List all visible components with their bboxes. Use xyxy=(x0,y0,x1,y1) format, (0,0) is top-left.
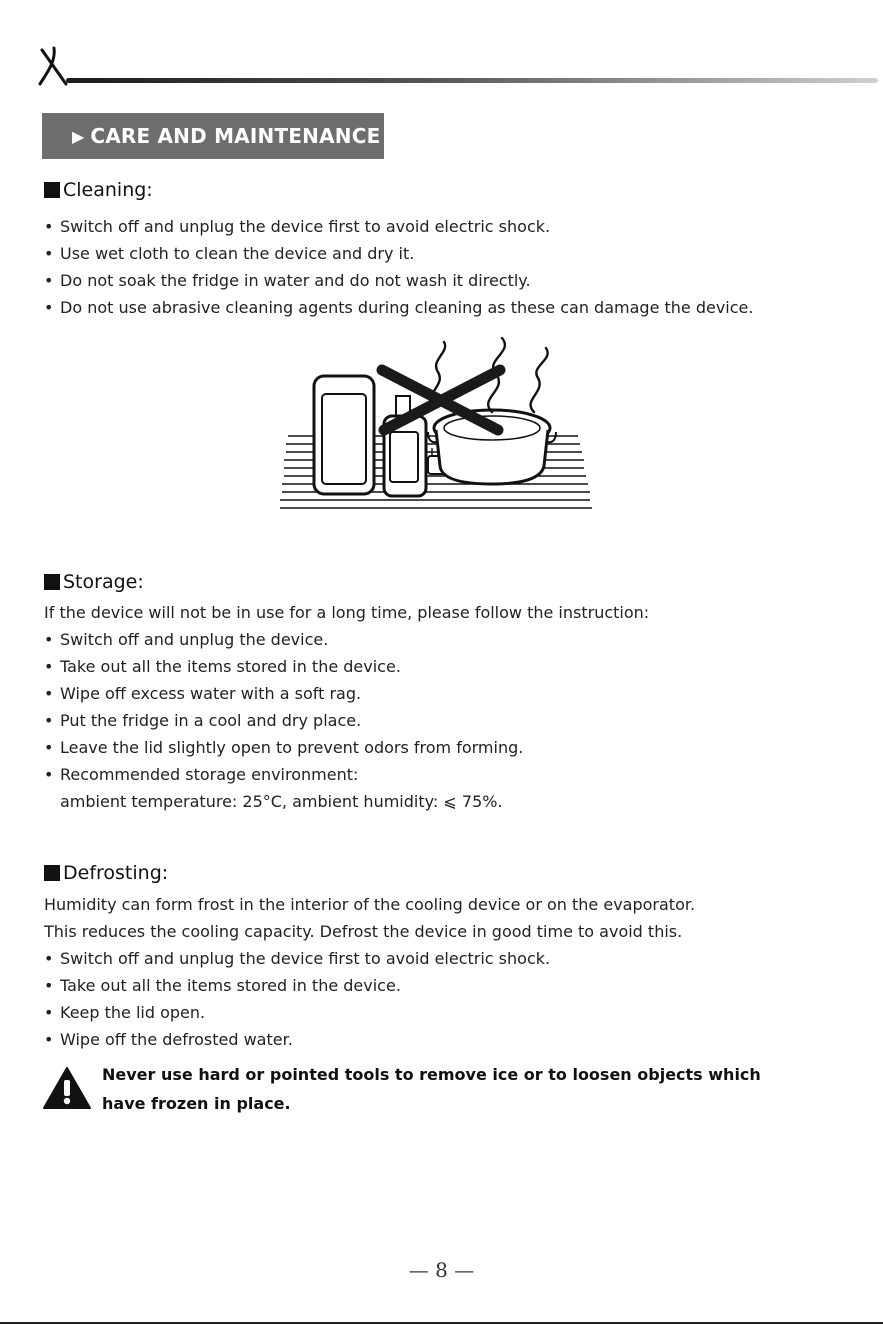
storage-heading xyxy=(44,571,144,593)
list-item: • Put the fridge in a cool and dry place. xyxy=(44,711,362,730)
list-item: • Wipe off the defrosted water. xyxy=(44,1030,293,1049)
list-item: • Switch off and unplug the device. xyxy=(44,630,329,649)
storage-title: Storage: xyxy=(63,571,144,593)
page-number: — 8 — xyxy=(408,1258,475,1282)
section-banner xyxy=(42,113,384,159)
list-item: • Keep the lid open. xyxy=(44,1003,206,1022)
cleaning-list xyxy=(44,213,753,321)
triangle-right-icon: ▶ xyxy=(72,126,85,146)
list-item: • Recommended storage environment: xyxy=(44,765,359,784)
square-bullet-icon xyxy=(44,182,60,198)
storage-environment: ambient temperature: 25°C, ambient humidity: ⩽ 75%. xyxy=(60,792,503,811)
square-bullet-icon xyxy=(44,574,60,590)
list-item: • Take out all the items stored in the device. xyxy=(44,657,401,676)
cleaning-title: Cleaning: xyxy=(63,179,153,201)
warning-triangle-icon xyxy=(42,1066,92,1110)
defrosting-title: Defrosting: xyxy=(63,862,169,884)
list-item: • Leave the lid slightly open to prevent odors from forming. xyxy=(44,738,524,757)
storage-list xyxy=(44,599,649,815)
defrosting-list xyxy=(44,891,695,1053)
square-bullet-icon xyxy=(44,865,60,881)
list-item: • Switch off and unplug the device first to avoid electric shock. xyxy=(44,217,551,236)
defrosting-heading xyxy=(44,862,168,884)
list-item: • Do not use abrasive cleaning agents during cleaning as these can damage the device. xyxy=(44,298,754,317)
warning-text: Never use hard or pointed tools to remove ice or to loosen objects which have frozen in place. xyxy=(102,1065,761,1113)
list-item: • Use wet cloth to clean the device and dry it. xyxy=(44,244,415,263)
defrosting-intro: This reduces the cooling capacity. Defrost the device in good time to avoid this. xyxy=(44,922,683,941)
header-rule xyxy=(66,78,878,83)
list-item: • Switch off and unplug the device first to avoid electric shock. xyxy=(44,949,551,968)
list-item: • Wipe off excess water with a soft rag. xyxy=(44,684,362,703)
list-item: • Take out all the items stored in the device. xyxy=(44,976,401,995)
cleaning-heading xyxy=(44,179,153,201)
section-title: CARE AND MAINTENANCE xyxy=(90,124,381,148)
defrosting-intro: Humidity can form frost in the interior of the cooling device or on the evaporator. xyxy=(44,895,696,914)
storage-intro: If the device will not be in use for a long time, please follow the instruction: xyxy=(44,603,650,622)
no-harsh-cleaning-illustration xyxy=(278,332,594,516)
list-item: • Do not soak the fridge in water and do not wash it directly. xyxy=(44,271,531,290)
